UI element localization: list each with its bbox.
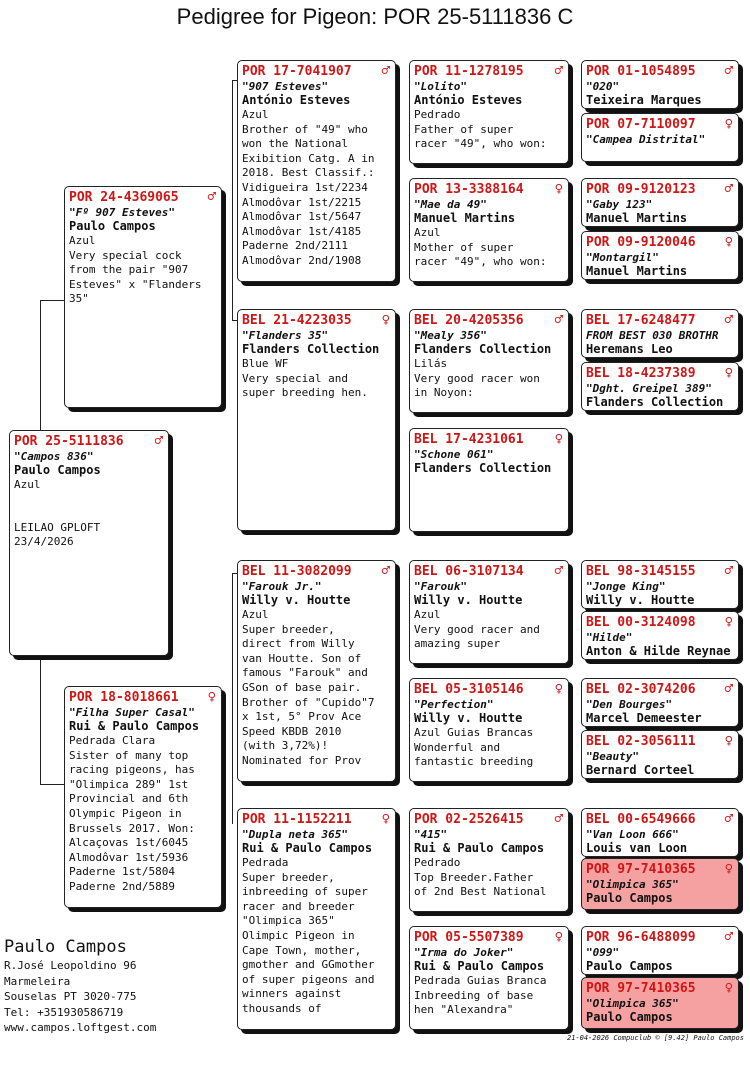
pigeon-name: "Olimpica 365" [586,997,679,1010]
connector-line [40,300,41,430]
pigeon-notes: Very good racer won in Noyon: [414,371,540,400]
pigeon-color: Azul Guias Brancas [414,726,534,739]
female-icon: ♀ [554,681,563,697]
pigeon-name: "Farouk Jr." [242,580,322,593]
pigeon-card-ss[interactable] [237,60,396,282]
pigeon-card-ddss[interactable] [581,808,739,857]
owner-address: R.José Leopoldino 96 [4,959,137,972]
pigeon-card-dds[interactable] [409,808,569,912]
pigeon-card-dss[interactable] [409,560,569,664]
breeder-name: Manuel Martins [414,211,516,225]
pigeon-card-ddd[interactable] [409,926,569,1030]
ring-number: POR 02-2526415 [414,812,524,827]
male-icon: ♂ [724,63,733,79]
pigeon-card-dsss[interactable] [581,560,739,609]
breeder-name: Paulo Campos [69,219,156,233]
female-icon: ♀ [724,733,733,749]
pigeon-name: "Irma do Joker" [414,946,514,959]
pigeon-card-dsds[interactable] [581,678,739,727]
connector-line [40,656,41,784]
pigeon-color: Pedrada [242,856,289,869]
pigeon-card-sdsd[interactable] [581,362,739,411]
pigeon-card-dsdd[interactable] [581,730,739,779]
pigeon-notes: Very special cock from the pair "907 Esteves" x "Flanders 35" [69,248,202,306]
breeder-name: António Esteves [242,93,351,107]
breeder-name: Flanders Collection [414,342,552,356]
female-icon: ♀ [381,312,390,328]
male-icon: ♂ [554,312,563,328]
male-icon: ♂ [381,63,390,79]
ring-number: POR 25-5111836 [14,434,124,449]
pigeon-color: Azul [414,226,441,239]
connector-line [40,784,66,785]
female-icon: ♀ [554,181,563,197]
breeder-name: Teixeira Marques [586,93,702,107]
pigeon-name: "Beauty" [586,750,639,763]
owner-name: Paulo Campos [4,937,127,957]
pigeon-name: "Hilde" [586,631,633,644]
male-icon: ♂ [724,929,733,945]
pigeon-card-dssd[interactable] [581,611,739,660]
female-icon: ♀ [724,980,733,996]
ring-number: BEL 06-3107134 [414,564,524,579]
male-icon: ♂ [724,811,733,827]
pigeon-name: "Dupla neta 365" [242,828,348,841]
pigeon-notes: Inbreeding of base hen "Alexandra" [414,988,534,1017]
pigeon-card-ssss[interactable] [581,60,739,109]
connector-line [232,823,233,824]
pigeon-card-sssd[interactable] [581,113,739,162]
page-title: Pedigree for Pigeon: POR 25-5111836 C [176,4,574,29]
pigeon-name: "099" [586,946,620,959]
pigeon-card-ds[interactable] [237,560,396,782]
pigeon-card-ddds[interactable] [581,926,739,975]
ring-number: POR 09-9120046 [586,235,696,250]
pigeon-name: "Montargil" [586,251,659,264]
pigeon-card-dddd[interactable] [581,977,739,1029]
pigeon-notes: Top Breeder.Father of 2nd Best National [414,870,547,899]
pigeon-notes: Wonderful and fantastic breeding [414,740,534,769]
ring-number: BEL 21-4223035 [242,313,352,328]
pigeon-name: "Mae da 49" [414,198,487,211]
pigeon-notes: Sister of many top racing pigeons, has "Olimpica 289" 1st Provincial and 6th Olympic Pigeon in Brussels 2017. Won: Alcaçovas 1st/6045 Almodôvar 1st/5936 Paderne 1st/5804 Paderne 2nd/5889 [69,748,195,893]
pigeon-color: Azul [14,478,41,491]
breeder-name: Willy v. Houtte [414,711,523,725]
male-icon: ♂ [554,563,563,579]
male-icon: ♂ [554,811,563,827]
breeder-name: Rui & Paulo Campos [242,841,373,855]
female-icon: ♀ [724,614,733,630]
breeder-name: Flanders Collection [414,461,552,475]
pigeon-name: "020" [586,80,620,93]
pigeon-card-ssd[interactable] [409,178,569,282]
male-icon: ♂ [724,681,733,697]
pigeon-color: Blue WF [242,357,289,370]
pigeon-card-dsd[interactable] [409,678,569,782]
ring-number: BEL 05-3105146 [414,682,524,697]
pigeon-name: FROM BEST 030 BROTHR [586,329,719,342]
pigeon-name: "Van Loon 666" [586,828,679,841]
male-icon: ♂ [724,312,733,328]
pigeon-name: "Dght. Greipel 389" [586,382,712,395]
ring-number: POR 05-5507389 [414,930,524,945]
pigeon-card-sss[interactable] [409,60,569,164]
pigeon-name: "907 Esteves" [242,80,329,93]
owner-website[interactable]: www.campos.loftgest.com [4,1021,157,1034]
pigeon-notes: Very good racer and amazing super [414,622,540,651]
pigeon-card-sds[interactable] [409,309,569,413]
breeder-name: Heremans Leo [586,342,673,356]
pigeon-card-sd[interactable] [237,309,396,531]
male-icon: ♂ [724,563,733,579]
breeder-name: Rui & Paulo Campos [414,841,545,855]
female-icon: ♀ [381,811,390,827]
ring-number: POR 01-1054895 [586,64,696,79]
pigeon-name: "Filha Super Casal" [69,706,195,719]
pigeon-color: Azul [242,108,269,121]
breeder-name: António Esteves [414,93,523,107]
breeder-name: Anton & Hilde Reynae [586,644,731,658]
pigeon-name: "Farouk" [414,580,467,593]
pigeon-notes: Brother of "49" who won the National Exibition Catg. A in 2018. Best Classif.: Vidigueira 1st/2234 Almodôvar 1st/2215 Almodôvar 1st/5647 Almodôvar 1st/4185 Paderne 2nd/2111 Almodôvar 2nd/1908 [242,122,375,267]
pigeon-card-ssds[interactable] [581,178,739,227]
ring-number: POR 96-6488099 [586,930,696,945]
breeder-name: Paulo Campos [586,959,673,973]
footer-credit: 21-04-2026 Compuclub © [9.42] Paulo Campos [566,1034,744,1042]
pigeon-color: Azul [414,608,441,621]
pigeon-card-ssdd[interactable] [581,231,739,280]
pigeon-name: "Campos 836" [14,450,94,463]
pigeon-name: "Perfection" [414,698,494,711]
female-icon: ♀ [554,929,563,945]
pigeon-name: "Mealy 356" [414,329,487,342]
pigeon-name: "Jonge King" [586,580,666,593]
ring-number: BEL 20-4205356 [414,313,524,328]
female-icon: ♀ [724,234,733,250]
pigeon-notes: Super breeder, direct from Willy van Houtte. Son of famous "Farouk" and GSon of base pair. Brother of "Cupido"7 x 1st, 5° Prov Ace Speed KBDB 2010 (with 3,72%)! Nominated for Prov [242,622,375,767]
ring-number: BEL 02-3074206 [586,682,696,697]
pigeon-name: "415" [414,828,448,841]
ring-number: BEL 17-6248477 [586,313,696,328]
ring-number: POR 07-7110097 [586,117,696,132]
ring-number: BEL 17-4231061 [414,432,524,447]
pigeon-card-subject[interactable] [9,430,169,656]
male-icon: ♂ [207,189,216,205]
pigeon-card-sdd[interactable] [409,428,569,532]
breeder-name: Marcel Demeester [586,711,702,725]
pigeon-name: "Campea Distrital" [586,133,706,146]
female-icon: ♀ [724,365,733,381]
pigeon-card-dd[interactable] [237,808,396,1030]
breeder-name: Flanders Collection [242,342,380,356]
breeder-name: Manuel Martins [586,211,688,225]
male-icon: ♂ [554,63,563,79]
pigeon-color: Pedrado [414,856,461,869]
ring-number: POR 97-7410365 [586,862,696,877]
owner-phone: Tel: +351930586719 [4,1005,124,1019]
breeder-name: Willy v. Houtte [586,593,695,607]
owner-address: Marmeleira [4,974,71,988]
pigeon-name: "Olimpica 365" [586,878,679,891]
pigeon-notes: Very special and super breeding hen. [242,371,368,400]
breeder-name: Paulo Campos [586,1010,673,1024]
ring-number: BEL 11-3082099 [242,564,352,579]
pigeon-notes: Father of super racer "49", who won: [414,122,547,151]
breeder-name: Willy v. Houtte [414,593,523,607]
breeder-name: Rui & Paulo Campos [414,959,545,973]
pigeon-notes: LEILAO GPLOFT 23/4/2026 [14,520,101,549]
pigeon-color: Azul [69,234,96,247]
breeder-name: Willy v. Houtte [242,593,351,607]
pigeon-name: "Flanders 35" [242,329,329,342]
ring-number: BEL 00-3124098 [586,615,696,630]
ring-number: POR 13-3388164 [414,182,524,197]
pigeon-name: "Gaby 123" [586,198,653,211]
pigeon-color: Azul [242,608,269,621]
breeder-name: Paulo Campos [586,891,673,905]
ring-number: POR 11-1152211 [242,812,352,827]
pigeon-card-sdss[interactable] [581,309,739,358]
connector-line [232,573,233,823]
ring-number: POR 18-8018661 [69,690,179,705]
ring-number: BEL 98-3145155 [586,564,696,579]
pigeon-card-ddsd[interactable] [581,858,739,910]
connector-line [232,80,233,320]
breeder-name: Manuel Martins [586,264,688,278]
ring-number: BEL 18-4237389 [586,366,696,381]
ring-number: BEL 00-6549666 [586,812,696,827]
female-icon: ♀ [724,861,733,877]
pigeon-card-sire[interactable] [64,186,222,408]
owner-info [4,936,156,1036]
breeder-name: Paulo Campos [14,463,101,477]
ring-number: POR 17-7041907 [242,64,352,79]
ring-number: POR 11-1278195 [414,64,524,79]
breeder-name: Flanders Collection [586,395,724,409]
pigeon-color: Pedrada Clara [69,734,156,747]
pigeon-name: "Den Bourges" [586,698,673,711]
pigeon-name: "Fº 907 Esteves" [69,206,175,219]
breeder-name: Rui & Paulo Campos [69,719,200,733]
pigeon-color: Lilás [414,357,448,370]
male-icon: ♂ [381,563,390,579]
breeder-name: Bernard Corteel [586,763,695,777]
male-icon: ♂ [724,181,733,197]
pigeon-notes: Mother of super racer "49", who won: [414,240,547,269]
female-icon: ♀ [207,689,216,705]
pigeon-name: "Lolito" [414,80,467,93]
male-icon: ♂ [154,433,163,449]
pigeon-notes: Super breeder, inbreeding of super racer and breeder "Olimpica 365" Olimpic Pigeon in Cape Town, mother, gmother and GGmother of super pigeons and winners against thousands of [242,870,375,1015]
owner-address: Souselas PT 3020-775 [4,990,137,1003]
breeder-name: Louis van Loon [586,841,688,855]
pigeon-card-dam[interactable] [64,686,222,908]
ring-number: POR 24-4369065 [69,190,179,205]
female-icon: ♀ [554,431,563,447]
pigeon-color: Pedrada Guias Branca [414,974,547,987]
female-icon: ♀ [724,116,733,132]
ring-number: POR 09-9120123 [586,182,696,197]
pigeon-name: "Schone 061" [414,448,494,461]
ring-number: BEL 02-3056111 [586,734,696,749]
ring-number: POR 97-7410365 [586,981,696,996]
pigeon-color: Pedrado [414,108,461,121]
connector-line [40,300,66,301]
